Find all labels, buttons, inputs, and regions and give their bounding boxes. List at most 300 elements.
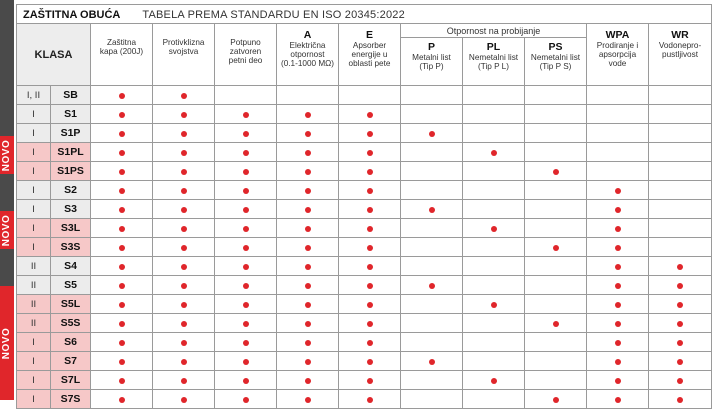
requirement-cell	[525, 371, 587, 390]
requirement-cell	[153, 105, 215, 124]
table-row	[17, 200, 712, 219]
class-cell: I	[17, 352, 51, 371]
requirement-cell	[401, 162, 463, 181]
requirement-cell	[525, 105, 587, 124]
requirement-cell	[401, 238, 463, 257]
requirement-dot-icon	[367, 169, 373, 175]
code-cell: S7L	[51, 371, 91, 390]
requirement-cell	[587, 333, 649, 352]
requirement-cell	[91, 257, 153, 276]
requirement-cell	[339, 314, 401, 333]
col-header-wpa: WPA Prodiranje i apsorpcija vode	[587, 24, 649, 86]
requirement-cell	[463, 257, 525, 276]
requirement-cell	[153, 143, 215, 162]
novo-label: NOVO	[1, 214, 13, 246]
sidebar-segment	[0, 0, 14, 136]
requirement-cell	[649, 162, 712, 181]
requirement-cell	[339, 181, 401, 200]
requirement-dot-icon	[181, 340, 187, 346]
requirement-cell	[401, 143, 463, 162]
requirement-cell	[277, 314, 339, 333]
requirement-cell	[463, 390, 525, 409]
requirement-cell	[277, 143, 339, 162]
table-row	[17, 371, 712, 390]
requirement-cell	[339, 238, 401, 257]
class-cell: I	[17, 238, 51, 257]
novo-label: NOVO	[1, 139, 13, 171]
requirement-cell	[525, 257, 587, 276]
requirement-cell	[463, 314, 525, 333]
requirement-cell	[525, 390, 587, 409]
requirement-dot-icon	[615, 226, 621, 232]
requirement-cell	[153, 333, 215, 352]
code-cell: S3S	[51, 238, 91, 257]
requirement-cell	[649, 371, 712, 390]
requirement-dot-icon	[305, 169, 311, 175]
requirement-cell	[587, 181, 649, 200]
requirement-dot-icon	[305, 321, 311, 327]
requirement-cell	[649, 105, 712, 124]
requirement-cell	[339, 371, 401, 390]
requirement-dot-icon	[429, 207, 435, 213]
requirement-dot-icon	[243, 245, 249, 251]
table-row	[17, 219, 712, 238]
requirement-dot-icon	[305, 226, 311, 232]
requirement-dot-icon	[491, 150, 497, 156]
class-cell: I	[17, 390, 51, 409]
requirement-cell	[277, 181, 339, 200]
requirement-cell	[525, 162, 587, 181]
requirement-cell	[215, 124, 277, 143]
requirement-dot-icon	[181, 93, 187, 99]
requirement-cell	[153, 257, 215, 276]
requirement-cell	[587, 124, 649, 143]
title-row	[17, 5, 712, 24]
requirement-cell	[153, 352, 215, 371]
requirement-dot-icon	[305, 112, 311, 118]
novo-label: NOVO	[1, 327, 13, 359]
requirement-cell	[463, 86, 525, 105]
requirement-dot-icon	[119, 340, 125, 346]
requirement-cell	[401, 124, 463, 143]
requirement-cell	[401, 314, 463, 333]
requirement-cell	[153, 295, 215, 314]
requirement-dot-icon	[367, 302, 373, 308]
requirement-cell	[339, 295, 401, 314]
requirement-cell	[525, 200, 587, 219]
requirement-dot-icon	[615, 359, 621, 365]
table-row	[17, 295, 712, 314]
requirement-dot-icon	[181, 378, 187, 384]
col-header-p: P Metalni list (Tip P)	[401, 38, 463, 86]
requirement-dot-icon	[243, 207, 249, 213]
requirement-cell	[525, 333, 587, 352]
requirement-dot-icon	[367, 188, 373, 194]
requirement-dot-icon	[615, 321, 621, 327]
requirement-cell	[587, 390, 649, 409]
class-cell: II	[17, 257, 51, 276]
table-row	[17, 238, 712, 257]
requirement-cell	[277, 390, 339, 409]
requirement-cell	[153, 371, 215, 390]
requirement-cell	[215, 238, 277, 257]
class-cell: I	[17, 200, 51, 219]
requirement-cell	[277, 124, 339, 143]
requirement-dot-icon	[181, 169, 187, 175]
requirement-cell	[215, 352, 277, 371]
requirement-cell	[215, 371, 277, 390]
requirement-cell	[649, 257, 712, 276]
requirement-dot-icon	[119, 169, 125, 175]
requirement-dot-icon	[119, 397, 125, 403]
requirement-dot-icon	[615, 188, 621, 194]
requirement-cell	[401, 352, 463, 371]
requirement-dot-icon	[491, 378, 497, 384]
requirement-dot-icon	[553, 397, 559, 403]
requirement-cell	[463, 333, 525, 352]
class-cell: II	[17, 276, 51, 295]
requirement-cell	[91, 333, 153, 352]
requirement-cell	[339, 257, 401, 276]
requirement-cell	[153, 238, 215, 257]
requirement-dot-icon	[677, 321, 683, 327]
requirement-cell	[339, 200, 401, 219]
requirement-cell	[587, 276, 649, 295]
requirement-dot-icon	[181, 226, 187, 232]
requirement-dot-icon	[367, 245, 373, 251]
requirement-dot-icon	[677, 283, 683, 289]
requirement-cell	[525, 219, 587, 238]
requirement-cell	[277, 371, 339, 390]
requirement-cell	[463, 124, 525, 143]
requirement-dot-icon	[243, 283, 249, 289]
requirement-cell	[401, 333, 463, 352]
requirement-cell	[401, 257, 463, 276]
requirement-cell	[649, 333, 712, 352]
requirement-cell	[215, 314, 277, 333]
requirement-cell	[91, 124, 153, 143]
requirement-dot-icon	[305, 245, 311, 251]
requirement-dot-icon	[491, 302, 497, 308]
class-cell: I	[17, 333, 51, 352]
novo-sidebar	[0, 0, 14, 400]
table-row	[17, 314, 712, 333]
requirement-dot-icon	[367, 131, 373, 137]
requirement-dot-icon	[305, 378, 311, 384]
requirement-cell	[587, 238, 649, 257]
sidebar-segment	[0, 174, 14, 211]
requirement-dot-icon	[119, 302, 125, 308]
requirement-cell	[587, 371, 649, 390]
table-body	[17, 86, 712, 409]
table-row	[17, 143, 712, 162]
requirement-cell	[277, 276, 339, 295]
requirement-cell	[153, 86, 215, 105]
requirement-cell	[463, 181, 525, 200]
code-cell: S4	[51, 257, 91, 276]
code-cell: S1	[51, 105, 91, 124]
requirement-cell	[401, 295, 463, 314]
requirement-cell	[525, 238, 587, 257]
requirement-dot-icon	[677, 397, 683, 403]
requirement-cell	[649, 219, 712, 238]
requirement-dot-icon	[243, 112, 249, 118]
requirement-dot-icon	[367, 207, 373, 213]
standards-table	[16, 4, 712, 409]
requirement-dot-icon	[243, 340, 249, 346]
code-cell: S1PL	[51, 143, 91, 162]
requirement-dot-icon	[119, 207, 125, 213]
requirement-dot-icon	[367, 226, 373, 232]
col-header-zastitna-kapa: Zaštitna kapa (200J)	[91, 24, 153, 86]
requirement-cell	[525, 143, 587, 162]
table-row	[17, 105, 712, 124]
requirement-cell	[587, 86, 649, 105]
requirement-dot-icon	[181, 283, 187, 289]
requirement-dot-icon	[119, 378, 125, 384]
requirement-cell	[91, 371, 153, 390]
requirement-cell	[91, 105, 153, 124]
requirement-dot-icon	[553, 321, 559, 327]
requirement-dot-icon	[677, 378, 683, 384]
requirement-cell	[463, 219, 525, 238]
requirement-cell	[215, 219, 277, 238]
requirement-cell	[587, 143, 649, 162]
requirement-dot-icon	[553, 245, 559, 251]
code-cell: S1PS	[51, 162, 91, 181]
requirement-cell	[401, 371, 463, 390]
col-header-wr: WR Vodonepro- pustljivost	[649, 24, 712, 86]
code-cell: S6	[51, 333, 91, 352]
requirement-cell	[339, 86, 401, 105]
requirement-dot-icon	[305, 188, 311, 194]
requirement-cell	[401, 390, 463, 409]
requirement-dot-icon	[367, 378, 373, 384]
requirement-dot-icon	[119, 283, 125, 289]
code-cell: S7	[51, 352, 91, 371]
requirement-dot-icon	[367, 321, 373, 327]
requirement-dot-icon	[181, 131, 187, 137]
requirement-cell	[91, 143, 153, 162]
requirement-cell	[215, 162, 277, 181]
table-row	[17, 181, 712, 200]
requirement-cell	[525, 314, 587, 333]
requirement-dot-icon	[677, 302, 683, 308]
requirement-dot-icon	[243, 169, 249, 175]
requirement-cell	[587, 162, 649, 181]
requirement-dot-icon	[119, 359, 125, 365]
requirement-cell	[215, 200, 277, 219]
requirement-cell	[153, 200, 215, 219]
requirement-cell	[91, 86, 153, 105]
requirement-dot-icon	[181, 112, 187, 118]
requirement-dot-icon	[367, 359, 373, 365]
code-cell: S5S	[51, 314, 91, 333]
class-cell: I	[17, 105, 51, 124]
code-cell: S3	[51, 200, 91, 219]
requirement-cell	[215, 390, 277, 409]
requirement-cell	[339, 333, 401, 352]
requirement-cell	[277, 352, 339, 371]
requirement-cell	[91, 238, 153, 257]
requirement-cell	[153, 314, 215, 333]
requirement-cell	[587, 295, 649, 314]
requirement-cell	[587, 257, 649, 276]
requirement-dot-icon	[243, 302, 249, 308]
requirement-dot-icon	[243, 378, 249, 384]
requirement-dot-icon	[615, 245, 621, 251]
requirement-cell	[339, 390, 401, 409]
requirement-dot-icon	[367, 340, 373, 346]
requirement-cell	[525, 181, 587, 200]
requirement-cell	[277, 105, 339, 124]
requirement-dot-icon	[429, 283, 435, 289]
requirement-cell	[649, 124, 712, 143]
requirement-cell	[649, 200, 712, 219]
requirement-cell	[463, 352, 525, 371]
requirement-cell	[339, 162, 401, 181]
table-row	[17, 352, 712, 371]
requirement-cell	[215, 105, 277, 124]
requirement-cell	[649, 276, 712, 295]
requirement-cell	[463, 105, 525, 124]
code-cell: S7S	[51, 390, 91, 409]
requirement-dot-icon	[243, 264, 249, 270]
requirement-cell	[215, 181, 277, 200]
code-cell: S1P	[51, 124, 91, 143]
requirement-cell	[649, 181, 712, 200]
requirement-cell	[277, 295, 339, 314]
requirement-dot-icon	[243, 397, 249, 403]
klasa-header: KLASA	[17, 24, 91, 86]
requirement-cell	[401, 276, 463, 295]
requirement-cell	[153, 124, 215, 143]
requirement-dot-icon	[243, 188, 249, 194]
requirement-cell	[91, 390, 153, 409]
requirement-dot-icon	[119, 321, 125, 327]
requirement-cell	[587, 314, 649, 333]
requirement-cell	[153, 181, 215, 200]
requirement-cell	[463, 200, 525, 219]
requirement-cell	[587, 219, 649, 238]
requirement-cell	[463, 162, 525, 181]
requirement-dot-icon	[243, 131, 249, 137]
code-cell: S5	[51, 276, 91, 295]
table-row	[17, 162, 712, 181]
class-cell: I	[17, 219, 51, 238]
requirement-cell	[649, 86, 712, 105]
class-cell: I	[17, 371, 51, 390]
group-header-probijanje: Otpornost na probijanje	[401, 24, 587, 38]
requirement-dot-icon	[119, 93, 125, 99]
requirement-cell	[401, 86, 463, 105]
requirement-cell	[463, 143, 525, 162]
class-cell: I	[17, 181, 51, 200]
requirement-cell	[649, 390, 712, 409]
requirement-cell	[91, 314, 153, 333]
requirement-cell	[463, 295, 525, 314]
requirement-cell	[587, 105, 649, 124]
requirement-dot-icon	[429, 359, 435, 365]
requirement-cell	[463, 276, 525, 295]
requirement-cell	[91, 181, 153, 200]
class-cell: I	[17, 162, 51, 181]
requirement-dot-icon	[615, 302, 621, 308]
requirement-cell	[215, 276, 277, 295]
requirement-dot-icon	[181, 207, 187, 213]
requirement-dot-icon	[367, 264, 373, 270]
requirement-dot-icon	[491, 226, 497, 232]
code-cell: SB	[51, 86, 91, 105]
requirement-cell	[463, 371, 525, 390]
requirement-dot-icon	[119, 112, 125, 118]
table-row	[17, 390, 712, 409]
requirement-dot-icon	[367, 150, 373, 156]
class-cell: II	[17, 314, 51, 333]
requirement-cell	[91, 219, 153, 238]
requirement-dot-icon	[553, 169, 559, 175]
requirement-dot-icon	[305, 340, 311, 346]
requirement-cell	[587, 200, 649, 219]
requirement-cell	[401, 105, 463, 124]
requirement-cell	[153, 162, 215, 181]
col-header-protivklizna: Protivklizna svojstva	[153, 24, 215, 86]
sidebar-segment	[0, 249, 14, 286]
requirement-cell	[91, 200, 153, 219]
requirement-dot-icon	[181, 150, 187, 156]
requirement-cell	[91, 352, 153, 371]
requirement-dot-icon	[305, 302, 311, 308]
requirement-cell	[525, 124, 587, 143]
table-row	[17, 124, 712, 143]
requirement-dot-icon	[119, 131, 125, 137]
requirement-dot-icon	[181, 188, 187, 194]
requirement-cell	[339, 352, 401, 371]
requirement-cell	[215, 143, 277, 162]
requirement-dot-icon	[119, 188, 125, 194]
requirement-cell	[339, 124, 401, 143]
requirement-dot-icon	[119, 264, 125, 270]
class-cell: I	[17, 124, 51, 143]
class-cell: II	[17, 295, 51, 314]
requirement-cell	[339, 105, 401, 124]
requirement-dot-icon	[367, 283, 373, 289]
table-row	[17, 86, 712, 105]
requirement-dot-icon	[305, 264, 311, 270]
requirement-dot-icon	[181, 302, 187, 308]
requirement-cell	[339, 143, 401, 162]
class-cell: I, II	[17, 86, 51, 105]
requirement-cell	[91, 295, 153, 314]
requirement-cell	[525, 86, 587, 105]
requirement-dot-icon	[305, 131, 311, 137]
requirement-cell	[525, 352, 587, 371]
requirement-dot-icon	[181, 397, 187, 403]
requirement-cell	[525, 276, 587, 295]
requirement-cell	[463, 238, 525, 257]
requirement-dot-icon	[367, 397, 373, 403]
requirement-cell	[215, 333, 277, 352]
requirement-cell	[401, 181, 463, 200]
col-header-e: E Apsorber energije u oblasti pete	[339, 24, 401, 86]
requirement-cell	[153, 276, 215, 295]
requirement-dot-icon	[305, 359, 311, 365]
requirement-cell	[215, 86, 277, 105]
requirement-dot-icon	[119, 150, 125, 156]
requirement-cell	[587, 352, 649, 371]
requirement-dot-icon	[181, 264, 187, 270]
requirement-dot-icon	[305, 150, 311, 156]
